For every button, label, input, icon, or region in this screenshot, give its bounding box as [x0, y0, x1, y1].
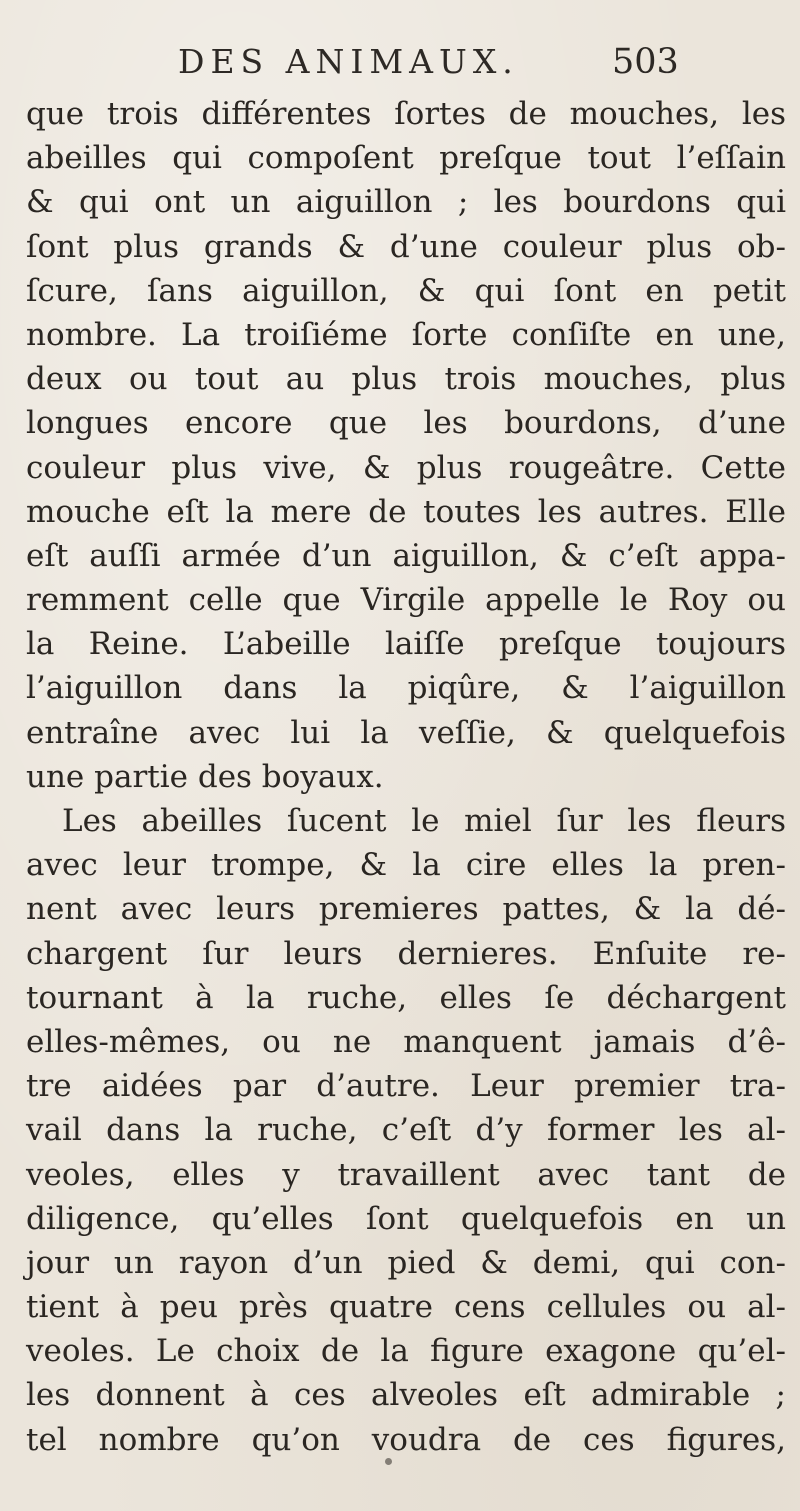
text-line: remment celle que Virgile appelle le Roy ou: [26, 582, 786, 619]
text-line: elles-mêmes, ou ne manquent jamais d’ê-: [26, 1023, 786, 1060]
text-line: tre aidées par d’autre. Leur premier tra-: [26, 1068, 786, 1105]
text-line: vail dans la ruche, c’eſt d’y former les al-: [26, 1112, 786, 1149]
text-line: entraîne avec lui la veſſie, & quelquefois: [26, 714, 786, 751]
text-line: diligence, qu’elles ſont quelquefois en un: [26, 1200, 786, 1237]
text-line: chargent ſur leurs dernieres. Enſuite re-: [26, 935, 786, 972]
text-line: les donnent à ces alveoles eſt admirable ;: [26, 1377, 786, 1414]
running-head: DES ANIMAUX.: [178, 42, 519, 81]
text-line: la Reine. L’abeille laiſſe preſque toujours: [26, 626, 786, 663]
text-line: tel nombre qu’on voudra de ces figures,: [26, 1421, 786, 1458]
text-line: abeilles qui compoſent preſque tout l’eſſain: [26, 140, 786, 177]
page-header: [0, 42, 800, 92]
text-line: avec leur trompe, & la cire elles la pren-: [26, 847, 786, 884]
paragraph-end-line: une partie des boyaux.: [26, 758, 384, 795]
text-line: & qui ont un aiguillon ; les bourdons qui: [26, 184, 786, 221]
text-line: longues encore que les bourdons, d’une: [26, 405, 786, 442]
text-line: ſcure, ſans aiguillon, & qui ſont en petit: [26, 272, 786, 309]
paragraph-start-line: Les abeilles ſucent le miel ſur les fleurs: [62, 803, 786, 839]
text-line: deux ou tout au plus trois mouches, plus: [26, 361, 786, 398]
text-line: veoles. Le choix de la figure exagone qu’el-: [26, 1333, 786, 1370]
text-line: que trois différentes ſortes de mouches, les: [26, 96, 786, 132]
text-line: nombre. La troiſiéme ſorte conſiſte en une,: [26, 316, 786, 353]
text-line: couleur plus vive, & plus rougeâtre. Cette: [26, 449, 786, 486]
text-line: tient à peu près quatre cens cellules ou al-: [26, 1289, 786, 1326]
text-line: eſt auſſi armée d’un aiguillon, & c’eſt appa-: [26, 537, 786, 574]
text-line: mouche eſt la mere de toutes les autres. Elle: [26, 493, 786, 530]
text-line: tournant à la ruche, elles ſe déchargent: [26, 979, 786, 1016]
text-line: ſont plus grands & d’une couleur plus ob-: [26, 228, 786, 265]
text-line: veoles, elles y travaillent avec tant de: [26, 1156, 786, 1193]
ink-speck: [385, 1458, 392, 1465]
text-line: l’aiguillon dans la piqûre, & l’aiguillon: [26, 670, 786, 707]
body-text: [26, 92, 786, 1462]
page-number: 503: [612, 42, 679, 82]
text-line: jour un rayon d’un pied & demi, qui con-: [26, 1244, 786, 1281]
text-line: nent avec leurs premieres pattes, & la dé-: [26, 891, 786, 928]
